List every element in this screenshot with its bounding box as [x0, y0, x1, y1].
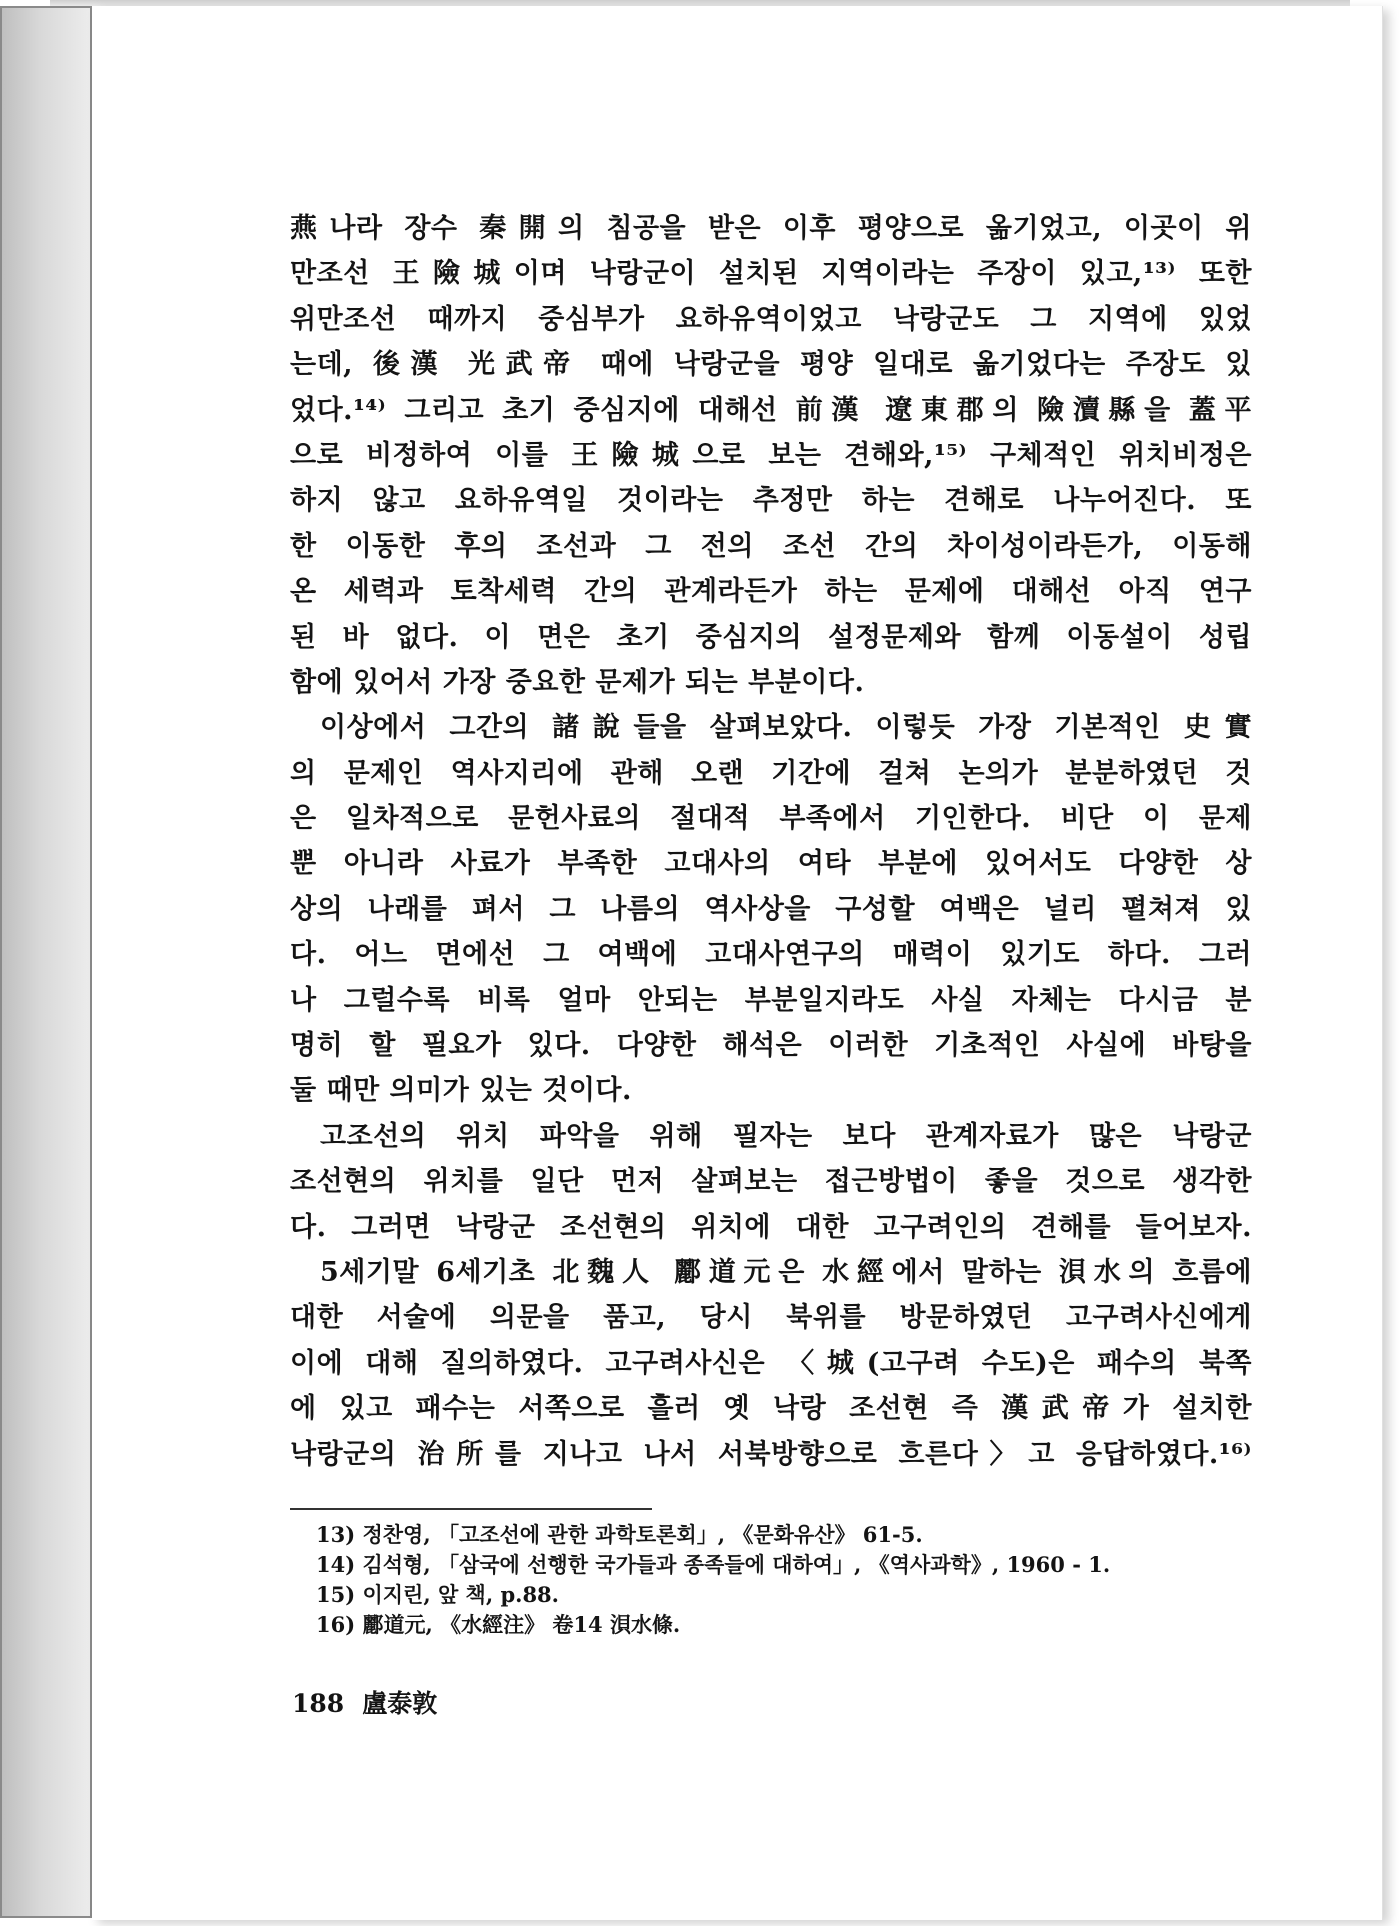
footnote-15: 15) 이지린, 앞 책, p.88.	[316, 1582, 559, 1607]
text-line: 낙랑군의 治所를 지나고 나서 서북방향으로 흐른다〉고 응답하였다.¹⁶⁾	[290, 1438, 1252, 1470]
text-line: 고조선의 위치 파악을 위해 필자는 보다 관계자료가 많은 낙랑군	[320, 1120, 1252, 1152]
text-line: 다. 어느 면에선 그 여백에 고대사연구의 매력이 있기도 하다. 그러	[290, 939, 1252, 971]
text-line: 5세기말 6세기초 北魏人 酈道元은 水經에서 말하는 浿水의 흐름에	[320, 1256, 1252, 1288]
text-line: 위만조선 때까지 중심부가 요하유역이었고 낙랑군도 그 지역에 있었	[290, 303, 1252, 335]
text-line: 燕나라 장수 秦開의 침공을 받은 이후 평양으로 옮기었고, 이곳이 위	[290, 213, 1252, 244]
text-line: 었다.¹⁴⁾ 그리고 초기 중심지에 대해선 前漢 遼東郡의 險瀆縣을 蓋平	[290, 394, 1252, 426]
text-line: 의 문제인 역사지리에 관해 오랜 기간에 걸쳐 논의가 분분하였던 것	[290, 757, 1252, 789]
text-line: 조선현의 위치를 일단 먼저 살펴보는 접근방법이 좋을 것으로 생각한	[290, 1166, 1252, 1198]
text-line: 대한 서술에 의문을 품고, 당시 북위를 방문하였던 고구려사신에게	[290, 1302, 1252, 1334]
text-line: 뿐 아니라 사료가 부족한 고대사의 여타 부분에 있어서도 다양한 상	[290, 848, 1252, 880]
text-line: 나 그럴수록 비록 얼마 안되는 부분일지라도 사실 자체는 다시금 분	[290, 984, 1252, 1016]
text-line: 명히 할 필요가 있다. 다양한 해석은 이러한 기초적인 사실에 바탕을	[290, 1030, 1252, 1062]
paragraph-4	[290, 1250, 1252, 1477]
text-line: 는데, 後漢 光武帝 때에 낙랑군을 평양 일대로 옮기었다는 주장도 있	[290, 349, 1252, 381]
text-line: 만조선 王險城이며 낙랑군이 설치된 지역이라는 주장이 있고,¹³⁾ 또한	[290, 258, 1252, 290]
text-line: 이상에서 그간의 諸說들을 살펴보았다. 이렇듯 가장 기본적인 史實	[320, 712, 1252, 744]
paragraph-3	[290, 1114, 1252, 1250]
text-line: 함에 있어서 가장 중요한 문제가 되는 부분이다.	[290, 666, 865, 698]
text-line: 온 세력과 토착세력 간의 관계라든가 하는 문제에 대해선 아직 연구	[290, 576, 1252, 608]
text-line: 하지 않고 요하유역일 것이라는 추정만 하는 견해로 나누어진다. 또	[290, 485, 1252, 517]
book-spine	[0, 6, 92, 1918]
page-footer	[292, 1684, 455, 1720]
footnote-16: 16) 酈道元, 《水經注》 卷14 浿水條.	[316, 1612, 681, 1637]
text-line: 한 이동한 후의 조선과 그 전의 조선 간의 차이성이라든가, 이동해	[290, 530, 1252, 562]
text-line: 된 바 없다. 이 면은 초기 중심지의 설정문제와 함께 이동설이 성립	[290, 621, 1252, 653]
text-line: 이에 대해 질의하였다. 고구려사신은 〈城(고구려 수도)은 패수의 북쪽	[290, 1347, 1252, 1379]
text-line: 은 일차적으로 문헌사료의 절대적 부족에서 기인한다. 비단 이 문제	[290, 803, 1252, 835]
paragraph-1	[290, 206, 1252, 705]
text-line: 에 있고 패수는 서쪽으로 흘러 옛 낙랑 조선현 즉 漢武帝가 설치한	[290, 1393, 1252, 1425]
text-line: 상의 나래를 펴서 그 나름의 역사상을 구성할 여백은 널리 펼쳐져 있	[290, 893, 1252, 925]
footnote-13: 13) 정찬영, 「고조선에 관한 과학토론회」, 《문화유산》 61-5.	[316, 1522, 923, 1547]
text-line: 다. 그러면 낙랑군 조선현의 위치에 대한 고구려인의 견해를 들어보자.	[290, 1211, 1252, 1243]
page-number: 188	[292, 1689, 345, 1718]
text-line: 둘 때만 의미가 있는 것이다.	[290, 1075, 632, 1107]
text-line: 으로 비정하여 이를 王險城으로 보는 견해와,¹⁵⁾ 구체적인 위치비정은	[290, 439, 1252, 471]
paragraph-2	[290, 705, 1252, 1114]
author-name: 盧泰敦	[362, 1689, 438, 1718]
footnotes	[316, 1520, 1246, 1640]
body-text	[290, 206, 1252, 1477]
footnote-divider	[290, 1508, 652, 1510]
footnote-14: 14) 김석형, 「삼국에 선행한 국가들과 종족들에 대하여」, 《역사과학》, 1960 - 1.	[316, 1552, 1111, 1577]
